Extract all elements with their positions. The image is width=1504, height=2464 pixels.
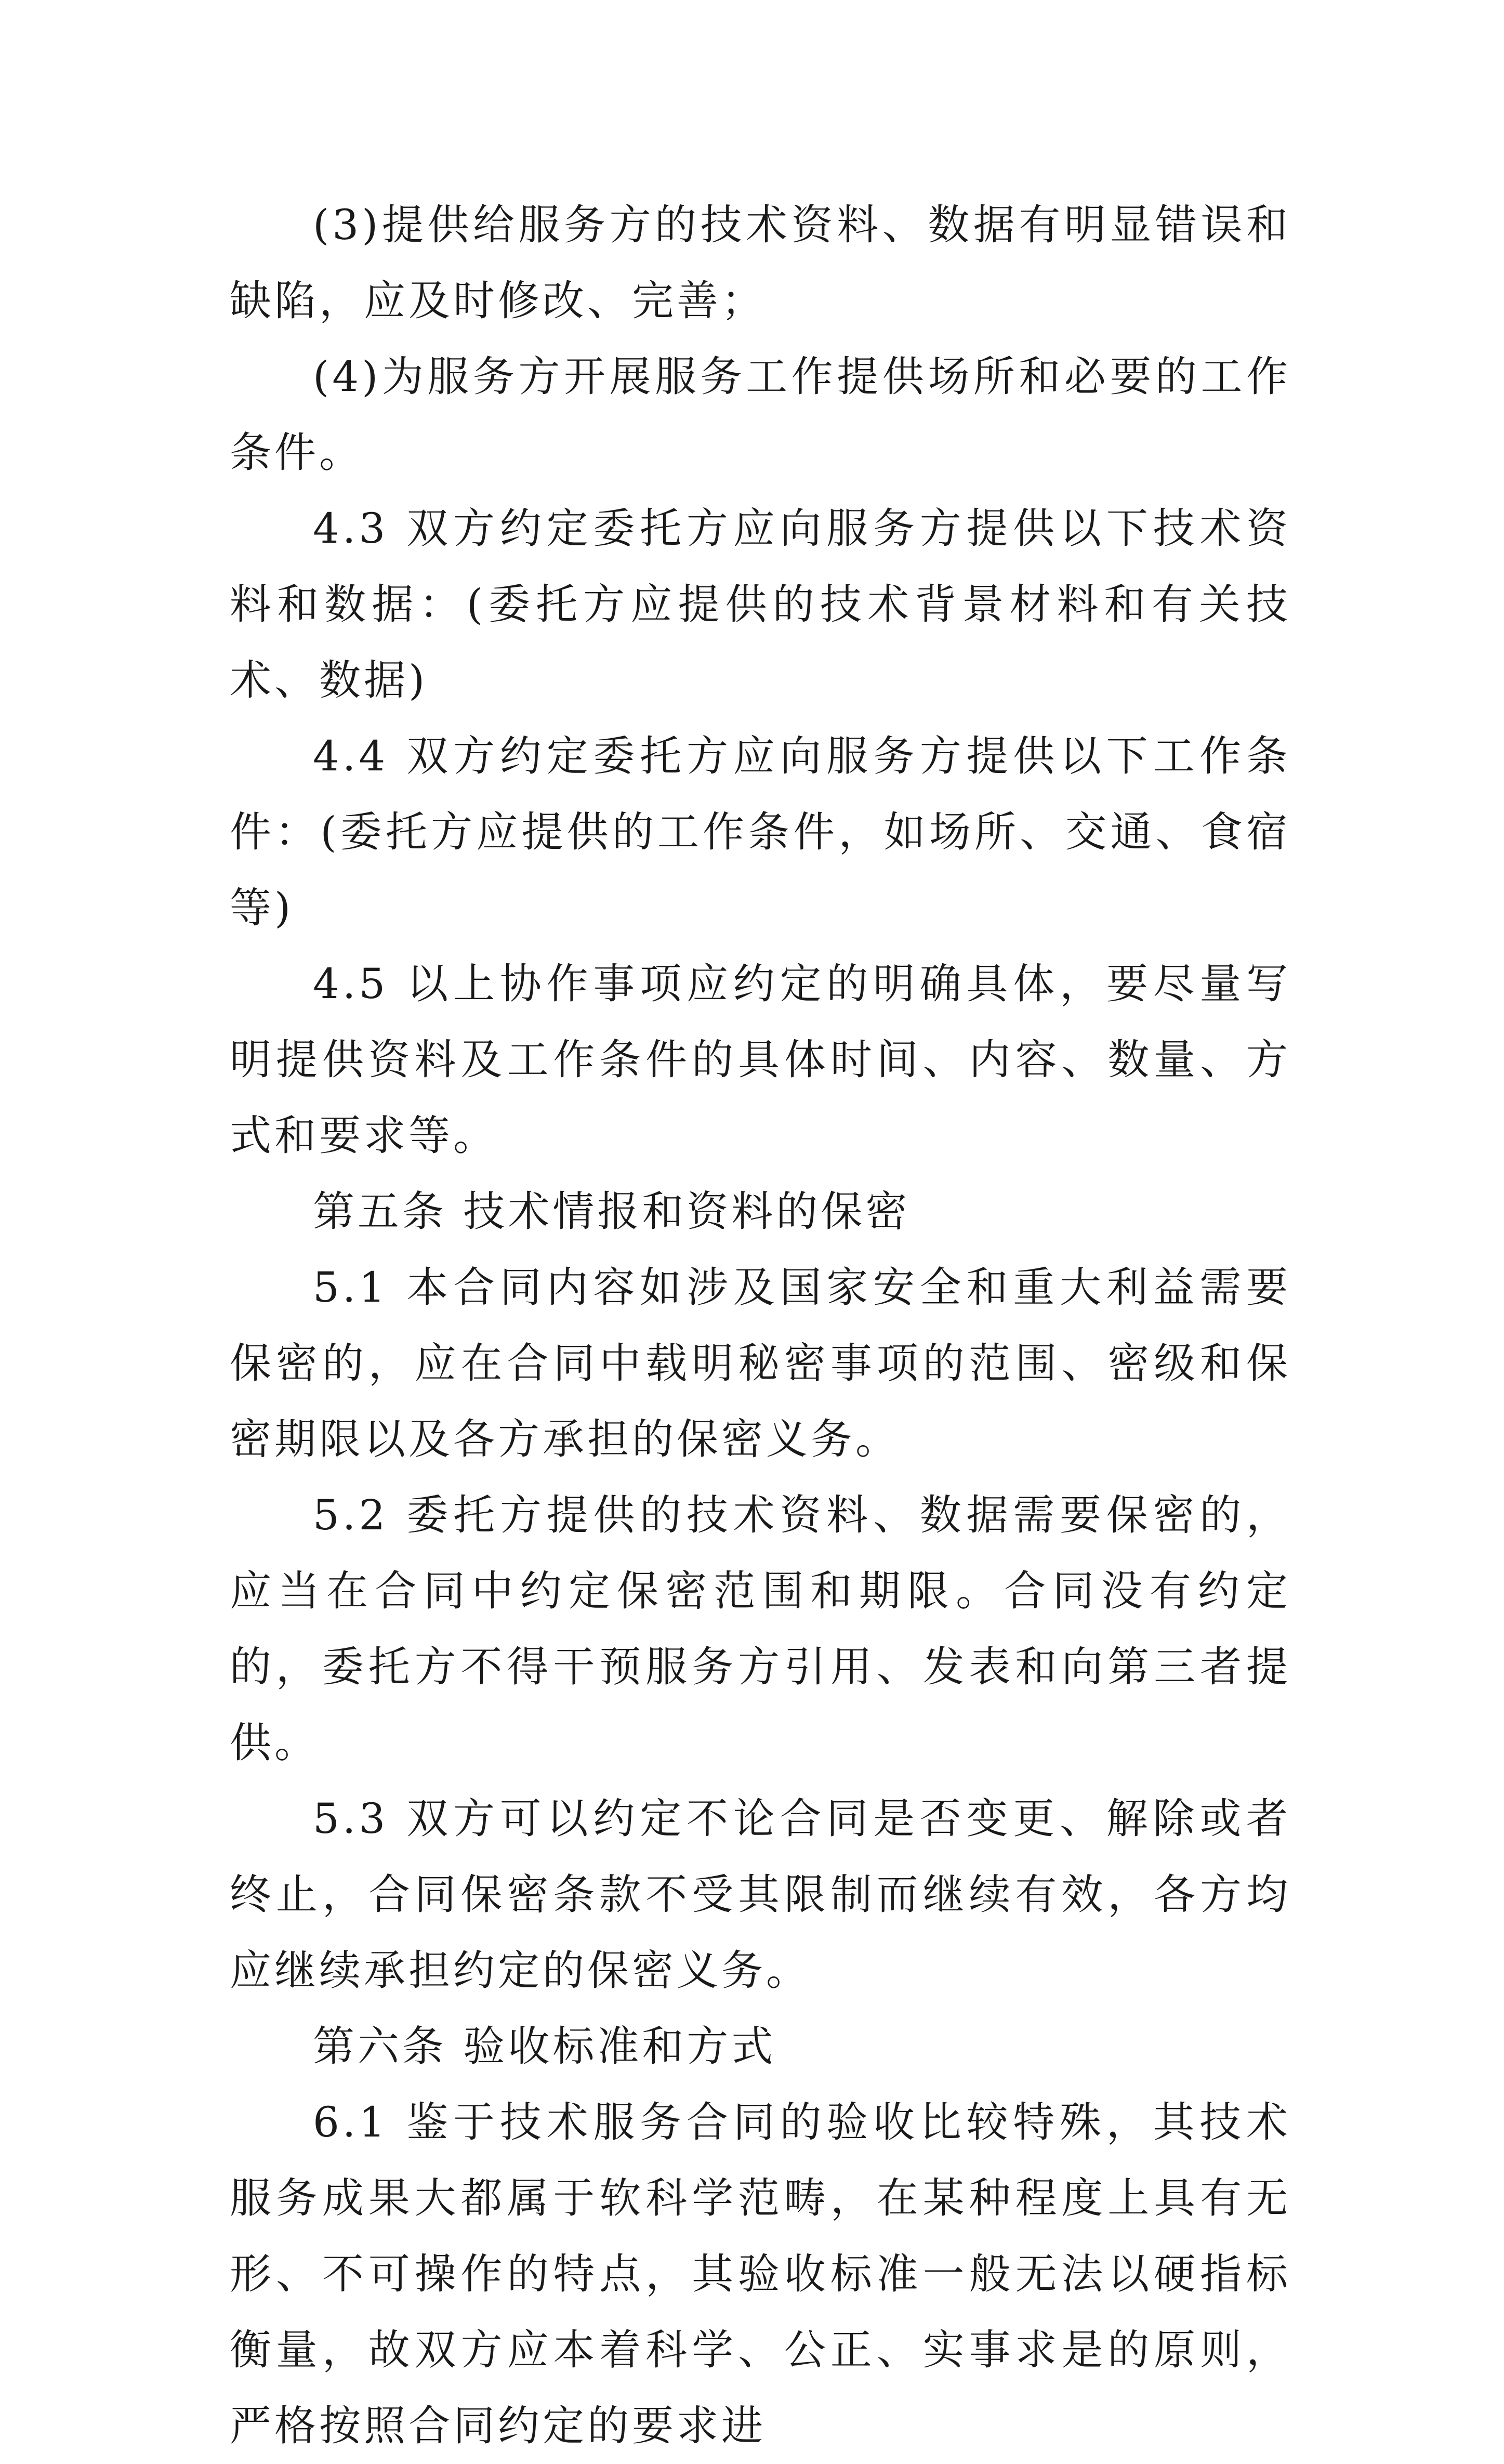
clause-4-paragraph: (4)为服务方开展服务工作提供场所和必要的工作条件。: [230, 352, 1291, 477]
section-5-2-paragraph: 5.2 委托方提供的技术资料、数据需要保密的，应当在合同中约定保密范围和期限。合同没有约定的，委托方不得干预服务方引用、发表和向第三者提供。: [230, 1491, 1291, 1767]
section-4-3-paragraph: 4.3 双方约定委托方应向服务方提供以下技术资料和数据：(委托方应提供的技术背景材料和有关技术、数据): [230, 504, 1291, 704]
section-5-1-paragraph: 5.1 本合同内容如涉及国家安全和重大利益需要保密的，应在合同中载明秘密事项的范围、密级和保密期限以及各方承担的保密义务。: [230, 1263, 1291, 1463]
article-5-heading: 第五条 技术情报和资料的保密: [313, 1187, 911, 1236]
section-4-5-paragraph: 4.5 以上协作事项应约定的明确具体，要尽量写明提供资料及工作条件的具体时间、内容、数量、方式和要求等。: [230, 960, 1291, 1160]
document-page: [230, 187, 1291, 2464]
clause-3-paragraph: (3)提供给服务方的技术资料、数据有明显错误和缺陷，应及时修改、完善；: [230, 201, 1291, 325]
section-5-3-paragraph: 5.3 双方可以约定不论合同是否变更、解除或者终止，合同保密条款不受其限制而继续有效，各方均应继续承担约定的保密义务。: [230, 1794, 1291, 1995]
section-4-4-paragraph: 4.4 双方约定委托方应向服务方提供以下工作条件：(委托方应提供的工作条件，如场所、交通、食宿等): [230, 732, 1291, 932]
article-6-heading: 第六条 验收标准和方式: [313, 2022, 776, 2070]
section-6-1-paragraph: 6.1 鉴于技术服务合同的验收比较特殊，其技术服务成果大都属于软科学范畴，在某种程度上具有无形、不可操作的特点，其验收标准一般无法以硬指标衡量，故双方应本着科学、公正、实事求是的原则，严格按照合同约定的要求进: [230, 2098, 1291, 2450]
